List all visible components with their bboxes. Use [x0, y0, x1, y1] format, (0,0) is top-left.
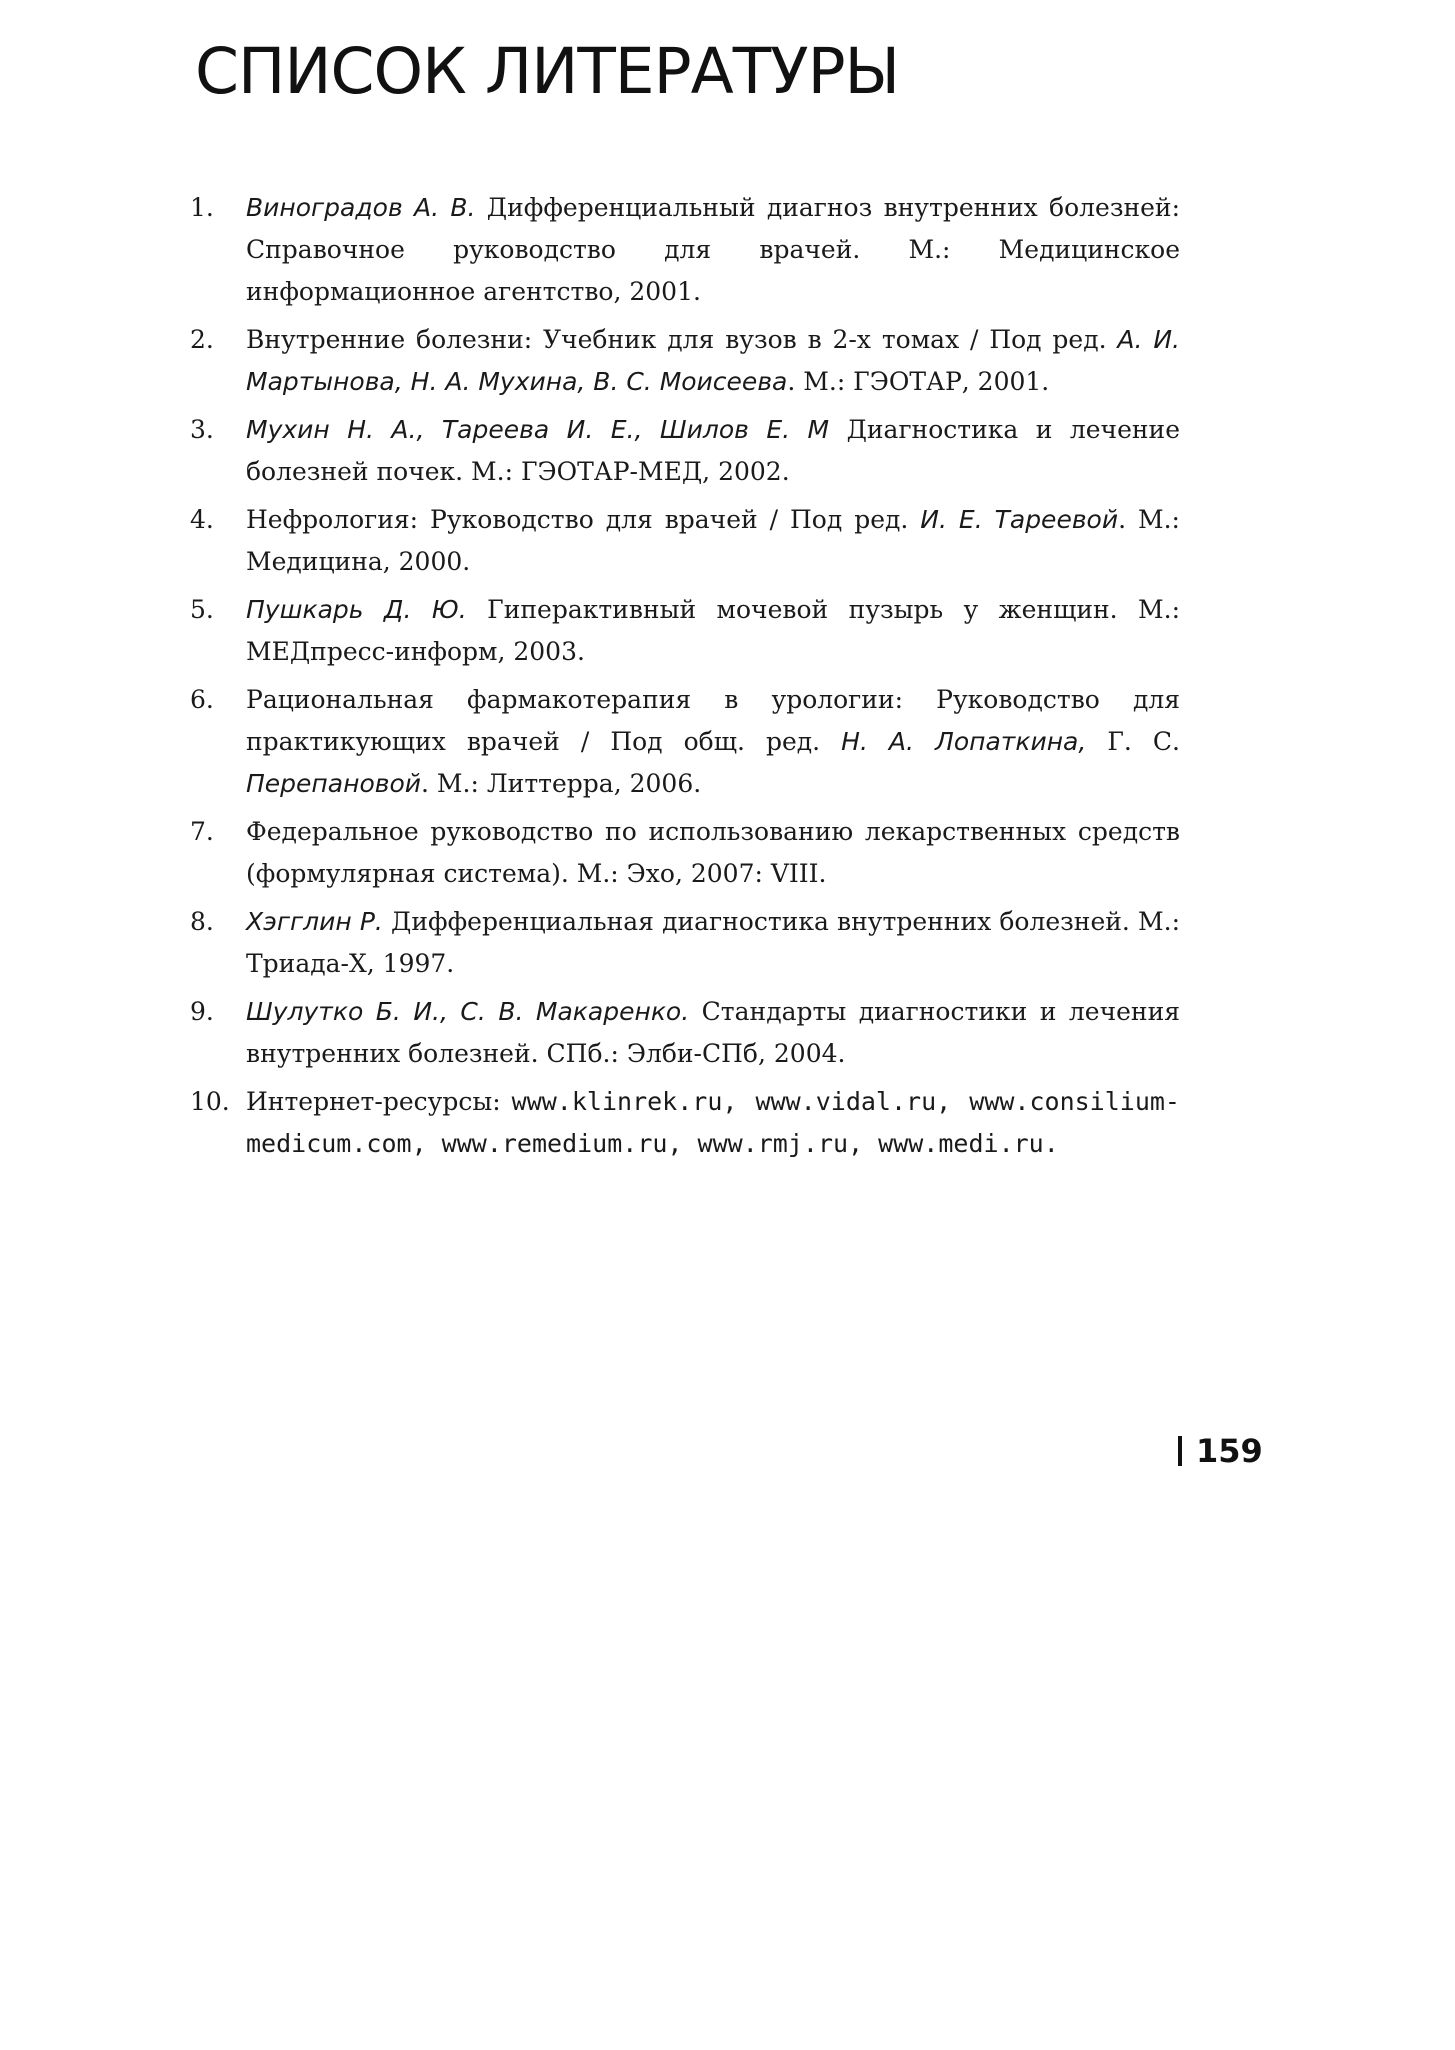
- reference-text: Рациональная фармакотерапия в урологии: Руководство для практикующих врачей / Под общ. ред.: [246, 685, 1180, 756]
- reference-number: 5.: [190, 595, 214, 624]
- reference-list: [190, 187, 1180, 1171]
- reference-number: 2.: [190, 325, 214, 354]
- reference-text: Гиперактивный мочевой пузырь у женщин. М.: МЕДпресс-информ, 2003.: [246, 595, 1180, 666]
- reference-item: [190, 589, 1180, 673]
- reference-item: [190, 187, 1180, 313]
- reference-item: [190, 319, 1180, 403]
- reference-number: 4.: [190, 505, 214, 534]
- reference-item: [190, 499, 1180, 583]
- page-title: СПИСОК ЛИТЕРАТУРЫ: [195, 35, 900, 108]
- reference-number: 7.: [190, 817, 214, 846]
- reference-text: Внутренние болезни: Учебник для вузов в 2-х томах / Под ред.: [246, 325, 1118, 354]
- reference-item: [190, 409, 1180, 493]
- reference-item: [190, 1081, 1180, 1165]
- reference-links: www.klinrek.ru, www.vidal.ru, www.consilium-medicum.com, www.remedium.ru, www.rmj.ru, www.medi.ru.: [246, 1087, 1180, 1158]
- reference-text: Федеральное руководство по использованию лекарственных средств (формулярная система). М.: Эхо, 2007: VIII.: [246, 817, 1180, 888]
- reference-author: Хэгглин Р.: [246, 907, 383, 936]
- page-number: [1178, 1432, 1263, 1470]
- reference-author: Н. А. Лопаткина,: [841, 727, 1087, 756]
- reference-author: А. И. Мартынова, Н. А. Мухина, В. С. Моисеева: [246, 325, 1180, 396]
- reference-number: 6.: [190, 685, 214, 714]
- reference-item: [190, 901, 1180, 985]
- reference-text: Интернет-ресурсы:: [246, 1087, 512, 1116]
- reference-author: И. Е. Тареевой: [920, 505, 1119, 534]
- reference-item: [190, 991, 1180, 1075]
- reference-number: 8.: [190, 907, 214, 936]
- reference-text: Дифференциальный диагноз внутренних болезней: Справочное руководство для врачей. М.: Медицинское информационное агентство, 2001.: [246, 193, 1181, 306]
- reference-item: [190, 679, 1180, 805]
- page-number-value: 159: [1196, 1432, 1263, 1470]
- page-number-divider: [1178, 1436, 1182, 1466]
- reference-text: Диагностика и лечение болезней почек. М.: ГЭОТАР-МЕД, 2002.: [246, 415, 1181, 486]
- reference-author: Шулутко Б. И., С. В. Макаренко.: [246, 997, 690, 1026]
- reference-author: Виноградов А. В.: [246, 193, 476, 222]
- reference-text: . М.: Медицина, 2000.: [246, 505, 1180, 576]
- reference-text: Г. С.: [1086, 727, 1180, 756]
- reference-text: . М.: ГЭОТАР, 2001.: [787, 367, 1050, 396]
- reference-item: [190, 811, 1180, 895]
- reference-text: Дифференциальная диагностика внутренних болезней. М.: Триада-Х, 1997.: [246, 907, 1180, 978]
- reference-author: Пушкарь Д. Ю.: [246, 595, 467, 624]
- reference-number: 3.: [190, 415, 214, 444]
- reference-text: Нефрология: Руководство для врачей / Под ред.: [246, 505, 921, 534]
- reference-author: Мухин Н. А., Тареева И. Е., Шилов Е. М: [246, 415, 830, 444]
- reference-text: Стандарты диагностики и лечения внутренних болезней. СПб.: Элби-СПб, 2004.: [246, 997, 1181, 1068]
- reference-number: 1.: [190, 193, 214, 222]
- reference-number: 9.: [190, 997, 214, 1026]
- reference-text: . М.: Литтерра, 2006.: [421, 769, 702, 798]
- reference-number: 10.: [190, 1087, 230, 1116]
- reference-author: Перепановой: [246, 769, 422, 798]
